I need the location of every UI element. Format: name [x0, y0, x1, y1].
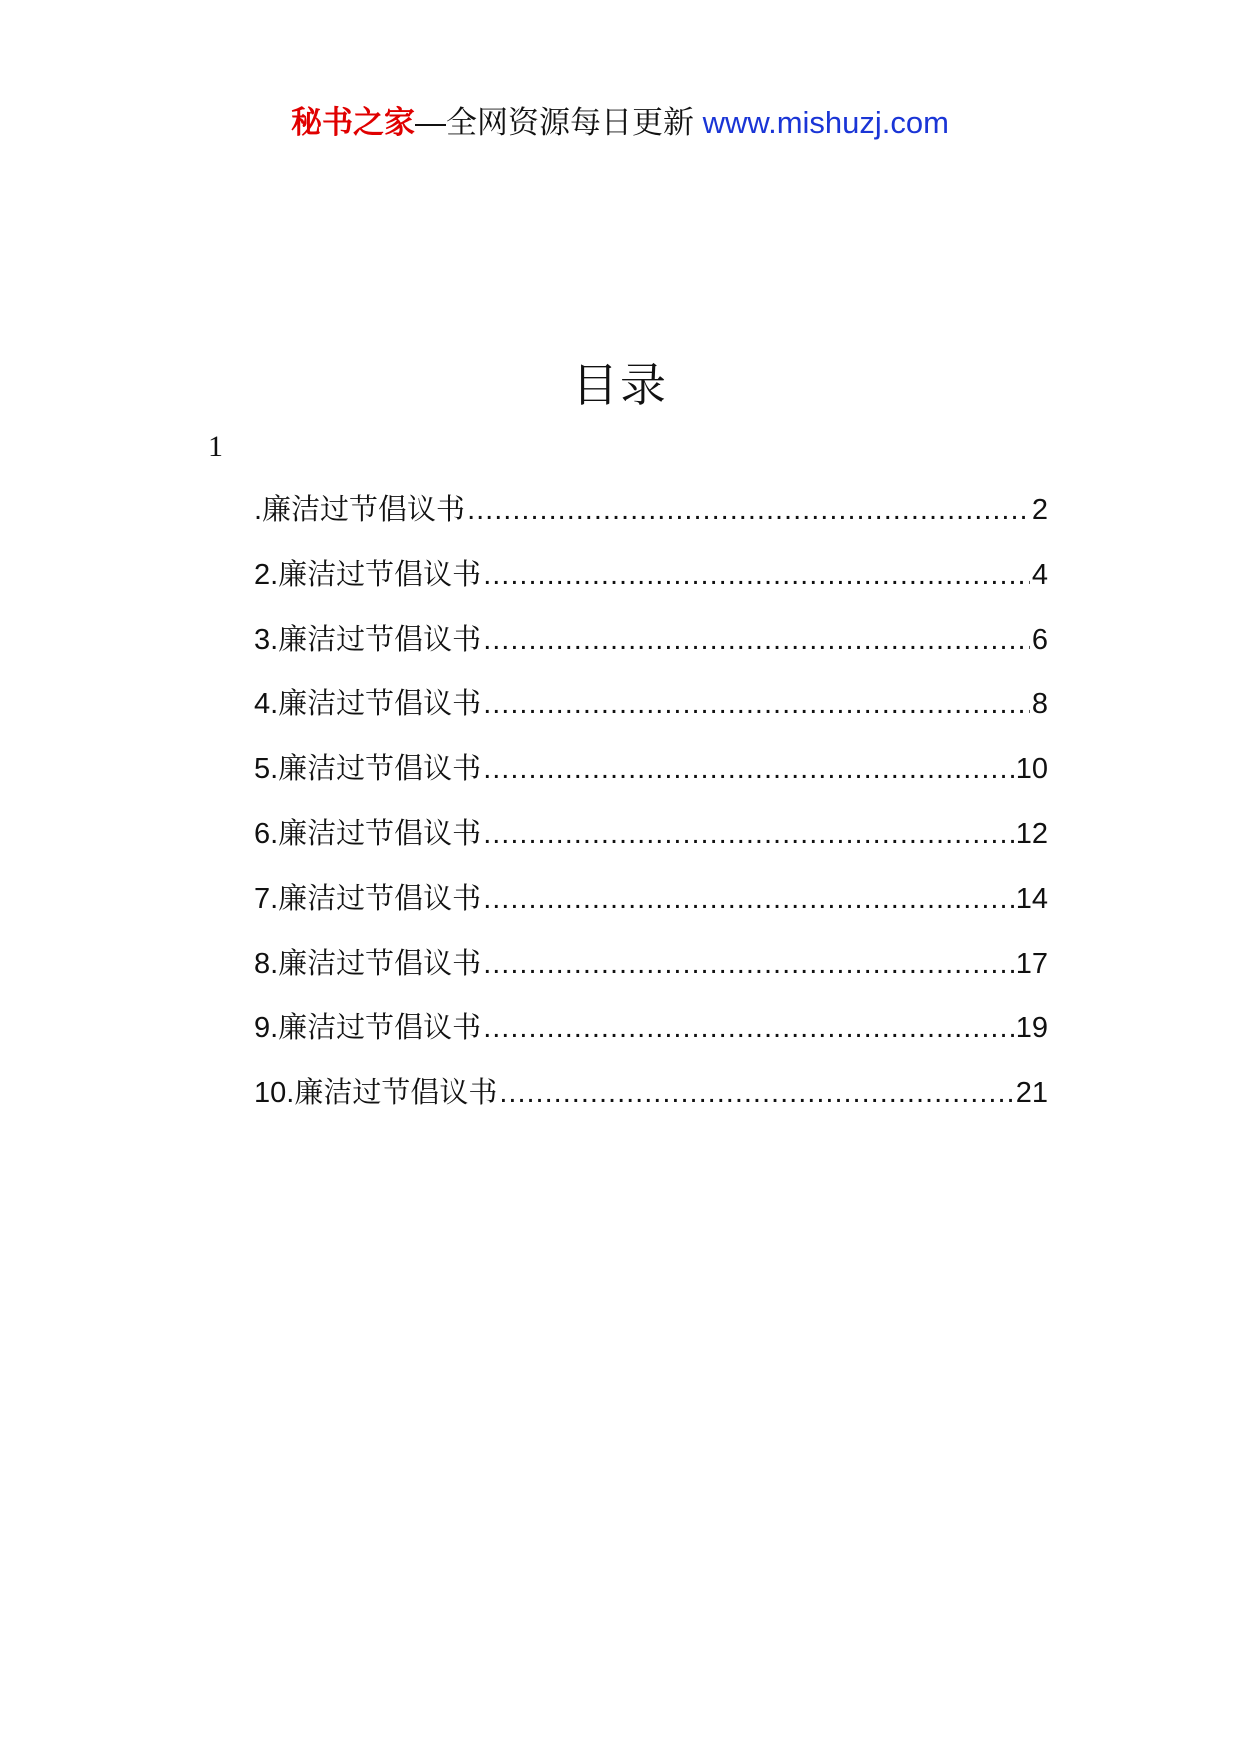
toc-leader-dots: [499, 1071, 1013, 1115]
toc-entry[interactable]: [254, 488, 1048, 553]
toc-entry-page: 10: [1015, 753, 1048, 786]
toc-entry-page: 6: [1031, 623, 1048, 656]
toc-entry-label: 4.廉洁过节倡议书: [254, 688, 482, 721]
toc-entry-label: 9.廉洁过节倡议书: [254, 1012, 482, 1045]
toc-entry-label: 2.廉洁过节倡议书: [254, 558, 482, 591]
toc-entry[interactable]: [254, 682, 1048, 747]
toc-entry-label: 3.廉洁过节倡议书: [254, 623, 482, 656]
toc-leader-dots: [483, 812, 1014, 856]
toc-lead-number: 1: [208, 430, 223, 463]
site-url-link[interactable]: www.mishuzj.com: [702, 105, 949, 140]
toc-entry[interactable]: [254, 1071, 1048, 1136]
toc-entry-label: .廉洁过节倡议书: [254, 494, 466, 526]
toc-entry-page: 17: [1015, 947, 1048, 980]
toc-entry-page: 21: [1015, 1077, 1048, 1110]
toc-entry-label: 7.廉洁过节倡议书: [254, 882, 482, 915]
toc-leader-dots: [483, 618, 1030, 662]
toc-entry-label: 6.廉洁过节倡议书: [254, 817, 482, 850]
toc-entry-page: 12: [1015, 817, 1048, 850]
toc-entry[interactable]: [254, 877, 1048, 942]
toc-list: [254, 488, 1048, 1136]
toc-entry-label: 8.廉洁过节倡议书: [254, 947, 482, 980]
toc-entry-page: 2: [1031, 494, 1048, 526]
toc-entry-page: 14: [1015, 882, 1048, 915]
toc-leader-dots: [483, 747, 1014, 791]
toc-entry-page: 4: [1031, 558, 1048, 591]
toc-entry[interactable]: [254, 618, 1048, 683]
toc-leader-dots: [483, 553, 1030, 597]
brand-name: 秘书之家: [291, 105, 416, 140]
toc-entry[interactable]: [254, 812, 1048, 877]
page-header: [0, 100, 1240, 146]
toc-entry-page: 19: [1015, 1012, 1048, 1045]
toc-entry[interactable]: [254, 747, 1048, 812]
toc-leader-dots: [483, 682, 1030, 726]
toc-entry-label: 5.廉洁过节倡议书: [254, 753, 482, 786]
toc-entry[interactable]: [254, 1006, 1048, 1071]
toc-entry[interactable]: [254, 553, 1048, 618]
toc-leader-dots: [483, 942, 1014, 986]
toc-leader-dots: [483, 877, 1014, 921]
toc-entry-page: 8: [1031, 688, 1048, 721]
toc-entry[interactable]: [254, 942, 1048, 1007]
toc-entry-label: 10.廉洁过节倡议书: [254, 1077, 498, 1110]
toc-title: 目录: [572, 359, 668, 411]
toc-leader-dots: [483, 1006, 1014, 1050]
toc-leader-dots: [467, 488, 1030, 532]
header-slogan: —全网资源每日更新: [415, 105, 695, 140]
